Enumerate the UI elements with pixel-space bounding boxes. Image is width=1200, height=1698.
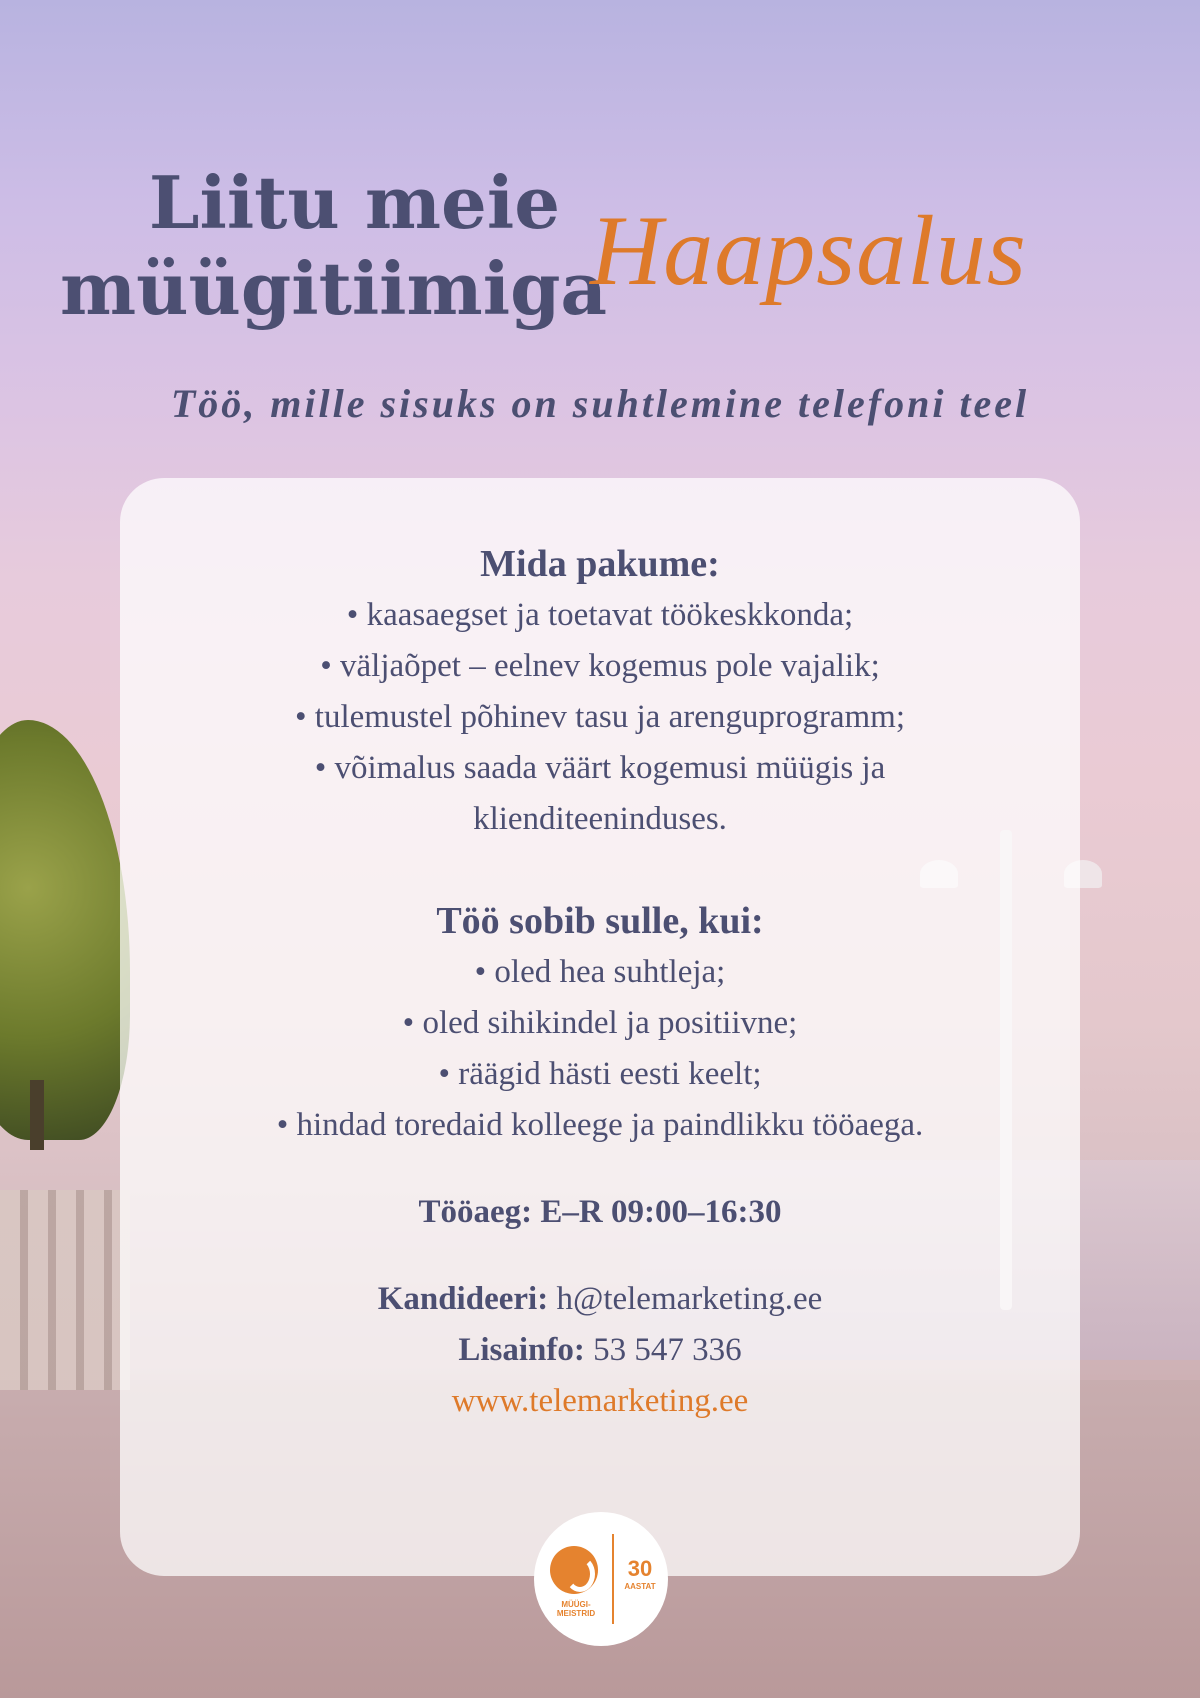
info-phone[interactable]: 53 547 336: [593, 1332, 742, 1368]
spacer: [120, 845, 1080, 895]
apply-line: [120, 1274, 1080, 1325]
logo-divider: [612, 1534, 614, 1624]
logo-anniversary-label: AASTAT: [624, 1582, 656, 1591]
info-line: [120, 1325, 1080, 1376]
spacer: [120, 1238, 1080, 1274]
info-card-content: [120, 538, 1080, 1427]
offer-item: • väljaõpet – eelnev kogemus pole vajalik;: [320, 648, 880, 684]
fit-item: • oled sihikindel ja positiivne;: [402, 1005, 798, 1041]
tree-trunk: [30, 1080, 44, 1150]
offer-item: • tulemustel põhinev tasu ja arenguprogramm;: [295, 699, 905, 735]
info-card: [120, 478, 1080, 1576]
website-link[interactable]: www.telemarketing.ee: [451, 1383, 749, 1419]
headline-line-1: Liitu meie: [148, 160, 560, 245]
headline: [60, 160, 608, 332]
fit-title: Töö sobib sulle, kui:: [436, 900, 764, 942]
worktime: Tööaeg: E–R 09:00–16:30: [418, 1194, 782, 1230]
spacer: [120, 1151, 1080, 1187]
tree: [0, 720, 130, 1140]
fit-item: • hindad toredaid kolleege ja paindlikku tööaega.: [276, 1107, 924, 1143]
apply-label: Kandideeri:: [377, 1281, 549, 1317]
fit-item: • oled hea suhtleja;: [474, 954, 726, 990]
logo-anniversary-number: 30: [627, 1556, 653, 1581]
balustrade: [0, 1190, 130, 1390]
apply-email-link[interactable]: h@telemarketing.ee: [556, 1281, 823, 1317]
city-name: Haapsalus: [590, 195, 1027, 306]
offer-item: • kaasaegset ja toetavat töökeskkonda;: [346, 597, 854, 633]
offer-title: Mida pakume:: [480, 543, 720, 585]
info-label: Lisainfo:: [458, 1332, 585, 1368]
company-logo: [534, 1512, 668, 1646]
headline-line-2: müügitiimiga: [60, 246, 608, 331]
tagline: Töö, mille sisuks on suhtlemine telefoni teel: [170, 381, 1030, 426]
logo-name: MÜÜGI- MEISTRID: [556, 1600, 596, 1618]
offer-item: • võimalus saada väärt kogemusi müügis ja: [314, 750, 886, 786]
offer-item: klienditeeninduses.: [473, 801, 727, 837]
logo-mark-icon: [550, 1546, 598, 1594]
fit-item: • räägid hästi eesti keelt;: [438, 1056, 762, 1092]
